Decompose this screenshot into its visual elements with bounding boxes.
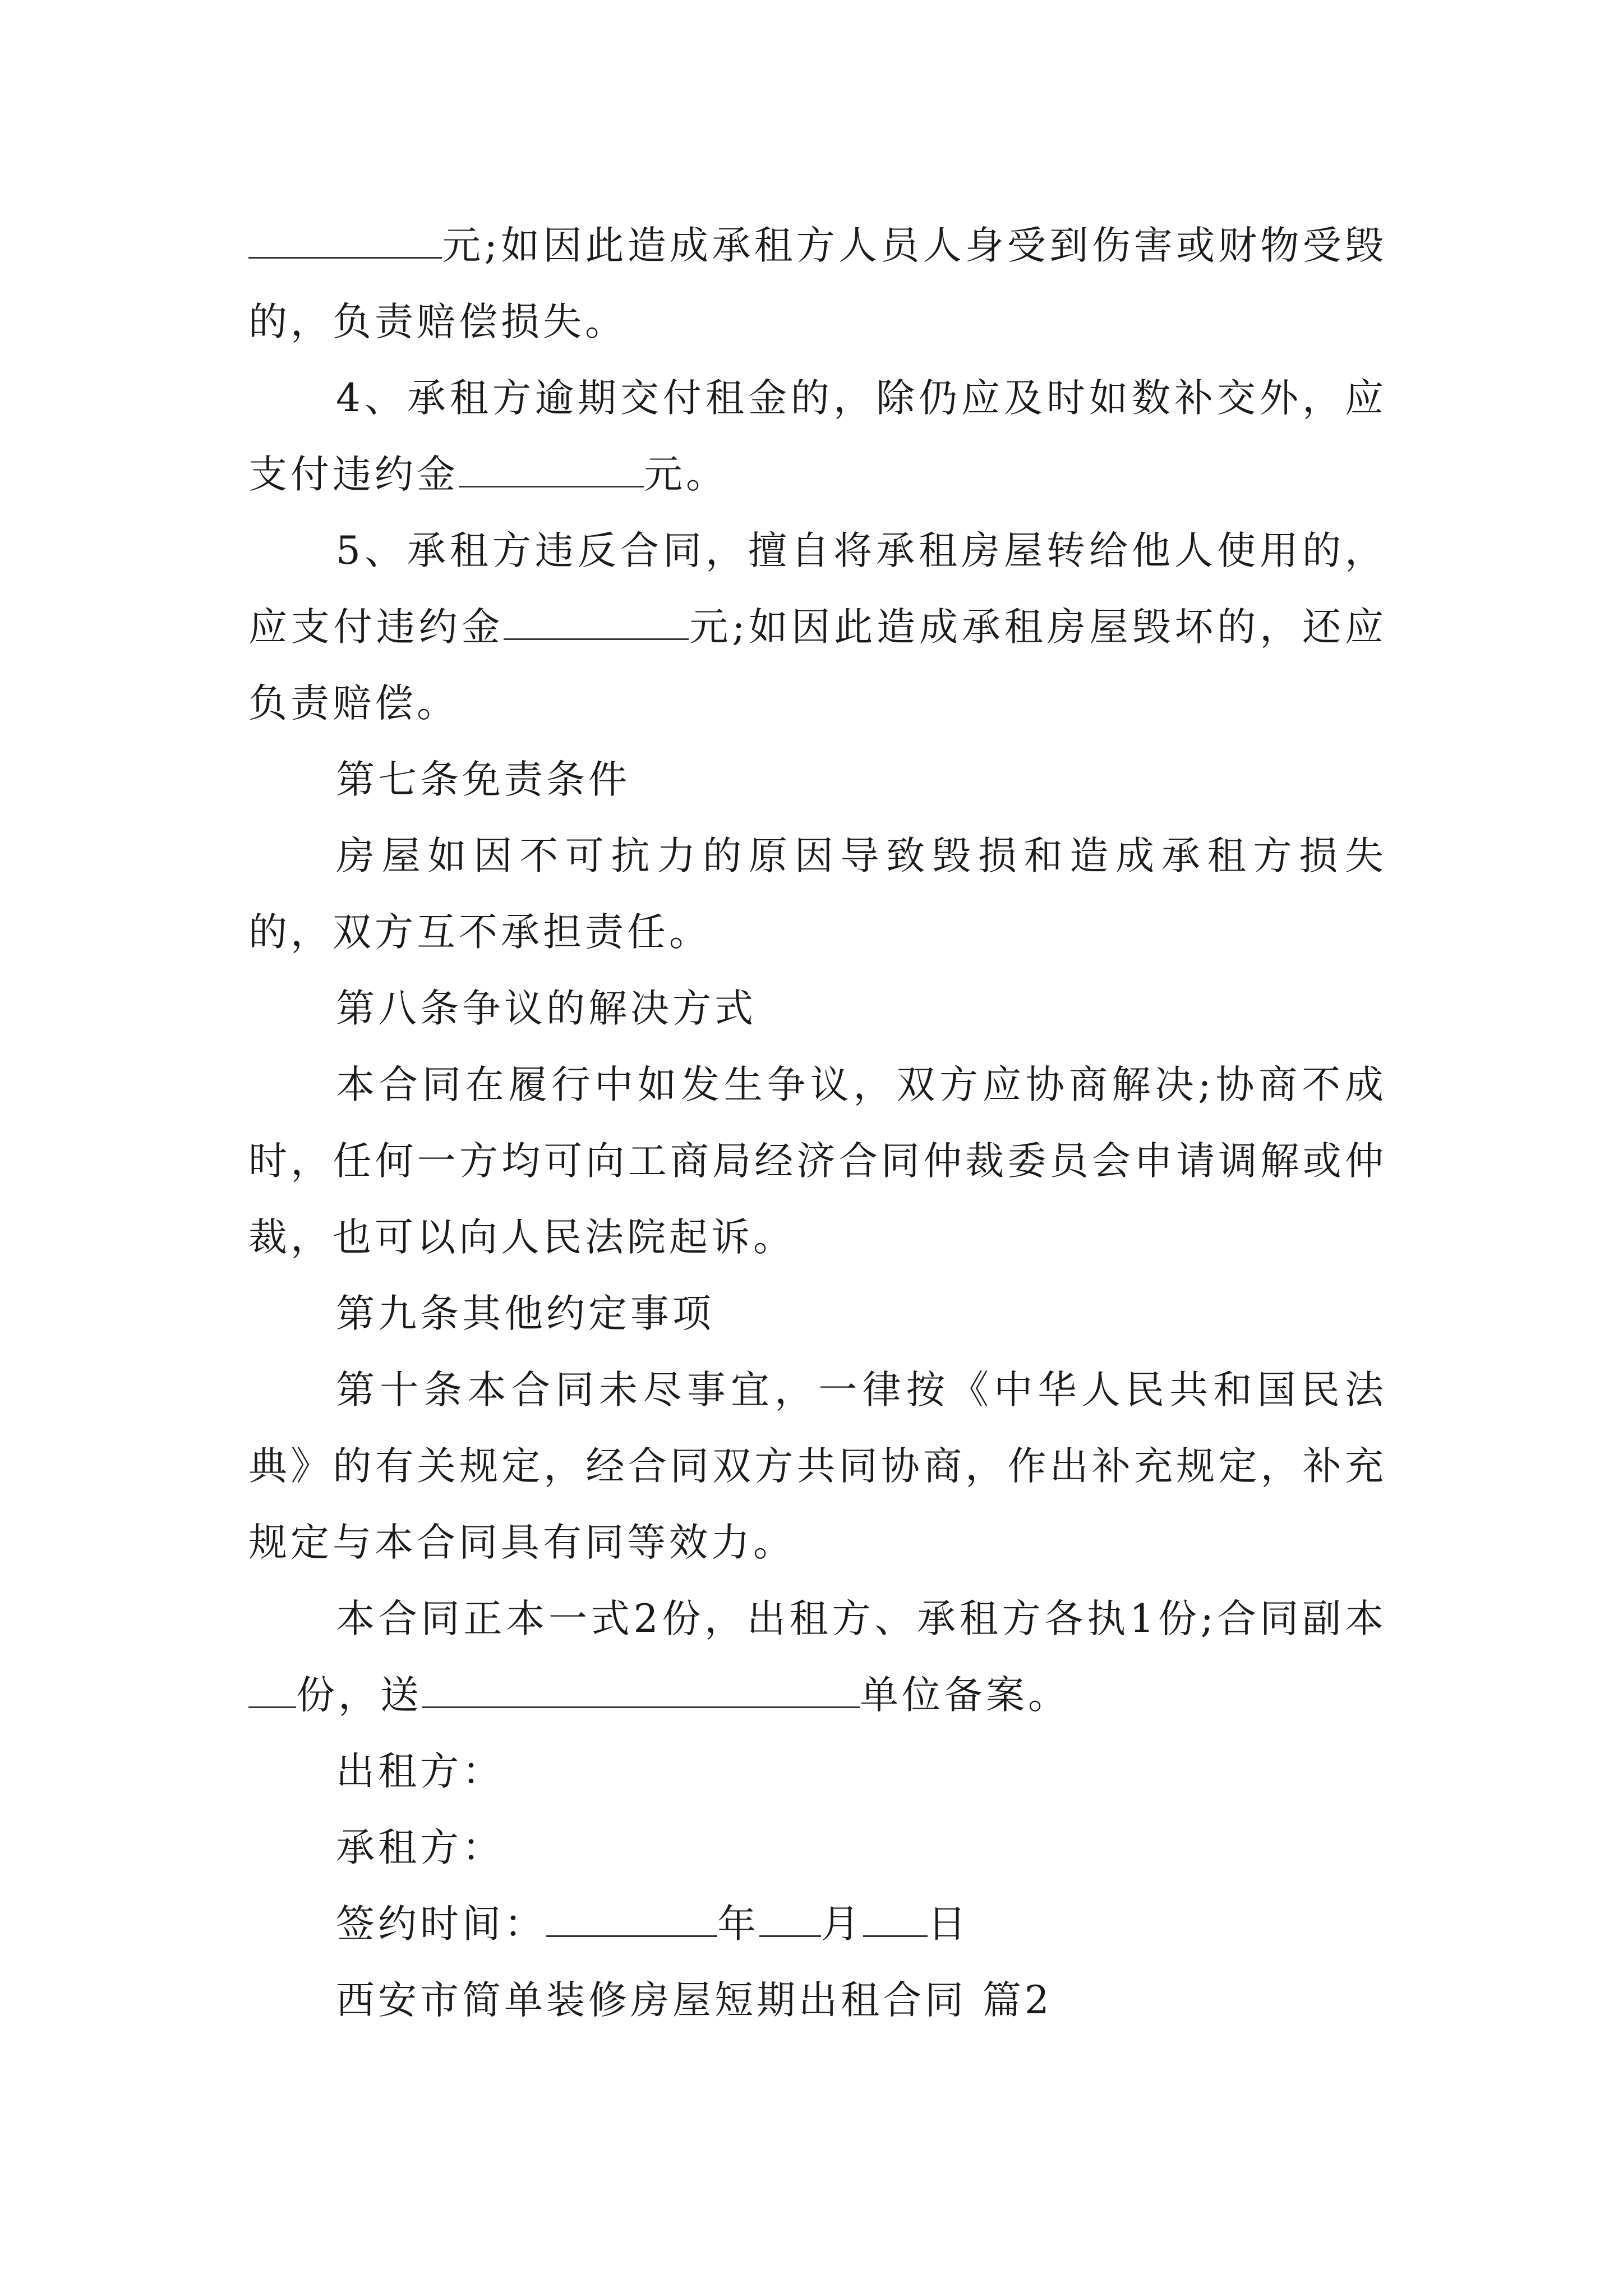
paragraph-sublet bbox=[248, 513, 1387, 742]
blank-line bbox=[759, 1902, 821, 1937]
paragraph-text: 元。 bbox=[644, 452, 728, 497]
signature-lessor: 出租方： bbox=[336, 1749, 504, 1794]
paragraph-copies bbox=[248, 1581, 1387, 1733]
blank-line bbox=[546, 1902, 717, 1937]
blank-line bbox=[248, 223, 442, 259]
year-label: 年 bbox=[717, 1902, 759, 1947]
paragraph-text: 单位备案。 bbox=[860, 1673, 1070, 1718]
sign-date-label: 签约时间： bbox=[336, 1902, 546, 1947]
blank-line bbox=[504, 605, 689, 640]
month-label: 月 bbox=[821, 1902, 863, 1947]
paragraph-text: 5、承租方违反合同，擅自将承租房屋转给他人使用的，应支付违约金 bbox=[248, 528, 1387, 650]
paragraph-text: 份，送 bbox=[296, 1673, 422, 1718]
paragraph-dispute: 本合同在履行中如发生争议，双方应协商解决;协商不成时，任何一方均可向工商局经济合同仲裁委员会申请调解或仲裁，也可以向人民法院起诉。 bbox=[248, 1062, 1387, 1260]
paragraph-text: 4、承租方逾期交付租金的，除仍应及时如数补交外，应支付违约金 bbox=[248, 376, 1387, 497]
heading-article-7: 第七条免责条件 bbox=[336, 757, 630, 802]
paragraph-late-rent bbox=[248, 360, 1387, 513]
paragraph-text: 元;如因此造成承租房屋毁坏的，还应负责赔偿。 bbox=[248, 605, 1387, 726]
heading-article-8: 第八条争议的解决方式 bbox=[336, 986, 757, 1031]
signature-lessee: 承租方： bbox=[336, 1825, 504, 1870]
paragraph-text: 元;如因此造成承租方人员人身受到伤害或财物受毁的，负责赔偿损失。 bbox=[248, 223, 1387, 344]
paragraph-article-10: 第十条本合同未尽事宜，一律按《中华人民共和国民法典》的有关规定，经合同双方共同协商，作出补充规定，补充规定与本合同具有同等效力。 bbox=[248, 1368, 1387, 1565]
blank-line bbox=[248, 1673, 296, 1708]
blank-line bbox=[422, 1673, 860, 1708]
blank-line bbox=[863, 1902, 928, 1937]
heading-article-9: 第九条其他约定事项 bbox=[336, 1291, 714, 1336]
paragraph-penalty-injury bbox=[248, 208, 1387, 360]
blank-line bbox=[459, 452, 644, 487]
document-body bbox=[248, 208, 1387, 2039]
day-label: 日 bbox=[928, 1902, 970, 1947]
paragraph-force-majeure: 房屋如因不可抗力的原因导致毁损和造成承租方损失的，双方互不承担责任。 bbox=[248, 834, 1387, 955]
paragraph-text: 本合同正本一式2份，出租方、承租方各执1份;合同副本 bbox=[336, 1596, 1387, 1641]
next-contract-title: 西安市简单装修房屋短期出租合同 篇2 bbox=[336, 1978, 1053, 2023]
signature-date bbox=[248, 1886, 1387, 1962]
